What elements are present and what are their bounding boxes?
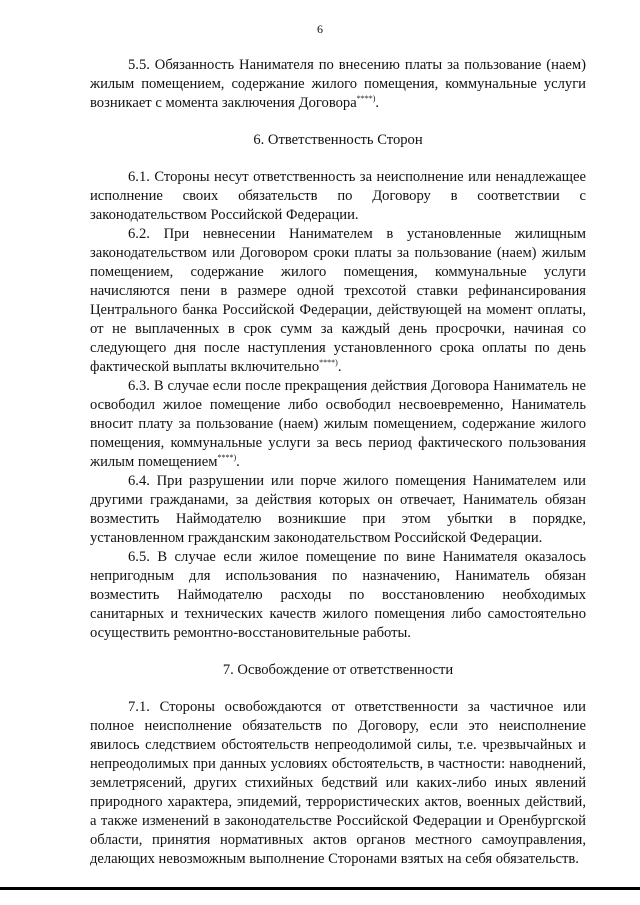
paragraph-6-3: 6.3. В случае если после прекращения действия Договора Наниматель не освободил жилое помещение либо освободил несвоевременно, Наниматель вносит плату за пользование (наем) жилым помещением, содержание жилого помещения, коммунальные услуги за весь период фактического пользования жилым помещением****).: [90, 378, 586, 470]
paragraph-6-5: 6.5. В случае если жилое помещение по вине Нанимателя оказалось непригодным для использования по назначению, Наниматель обязан возместить Наймодателю расходы по восстановлению необходимых санитарных и технических качеств жилого помещения либо самостоятельно осуществить ремонтно-восстановительные работы.: [90, 549, 586, 641]
paragraph-6-2: 6.2. При невнесении Нанимателем в установленные жилищным законодательством или Договором сроки платы за пользование (наем) жилым помещением, содержание жилого помещения, коммунальные услуги начисляются пени в размере одной трехсотой ставки рефинансирования Центрального банка Российской Федерации, действующей на момент оплаты, от не выплаченных в срок сумм за каждый день просрочки, начиная со следующего дня после наступления установленного срока оплаты по день фактической выплаты включительно****).: [90, 226, 586, 375]
bottom-rule: [0, 887, 640, 890]
paragraph-6-1: 6.1. Стороны несут ответственность за неисполнение или ненадлежащее исполнение своих обязательств по Договору в соответствии с законодательством Российской Федерации.: [90, 169, 586, 223]
section-heading-7: 7. Освобождение от ответственности: [222, 662, 454, 678]
page-number: 6: [317, 22, 323, 36]
document-body: [90, 56, 586, 869]
paragraph-7-1: 7.1. Стороны освобождаются от ответственности за частичное или полное неисполнение обязательств по Договору, если это неисполнение явилось следствием обстоятельств непреодолимой силы, т.е. чрезвычайных и непреодолимых при данных условиях обстоятельств, в частности: наводнений, землетрясений, других стихийных бедствий или каких-либо иных явлений природного характера, эпидемий, террористических актов, военных действий, а также изменений в законодательстве Российской Федерации и Оренбургской области, принятия нормативных актов органов местного самоуправления, делающих невозможным выполнение Сторонами взятых на себя обязательств.: [90, 699, 586, 867]
section-heading-6: 6. Ответственность Сторон: [253, 132, 423, 148]
paragraph-5-5: 5.5. Обязанность Нанимателя по внесению платы за пользование (наем) жилым помещением, содержание жилого помещения, коммунальные услуги возникает с момента заключения Договора****).: [90, 57, 586, 111]
paragraph-6-4: 6.4. При разрушении или порче жилого помещения Нанимателем или другими гражданами, за действия которых он отвечает, Наниматель обязан возместить Наймодателю возникшие при этом убытки в порядке, установленном гражданским законодательством Российской Федерации.: [90, 473, 586, 546]
